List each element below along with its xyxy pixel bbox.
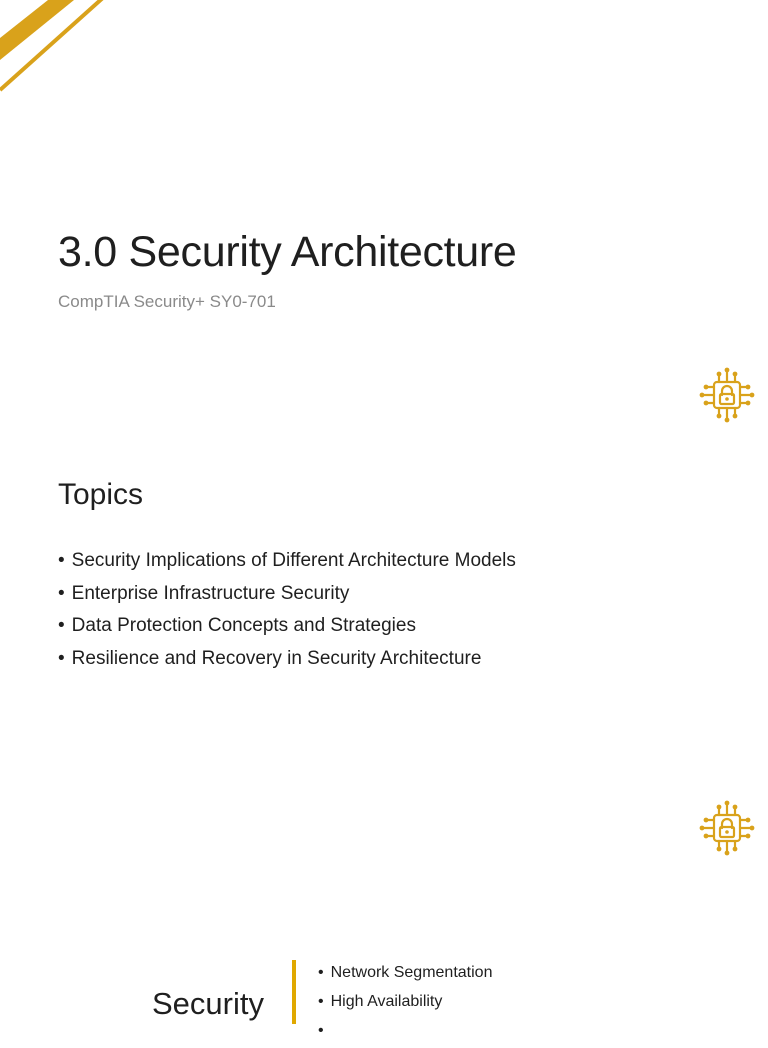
topic-item: • Security Implications of Different Architecture Models xyxy=(58,547,516,580)
topic-item: • Resilience and Recovery in Security Architecture xyxy=(58,645,516,678)
topic-list xyxy=(58,547,516,677)
circuit-lock-icon xyxy=(697,798,757,858)
security-topic-item xyxy=(318,1019,492,1048)
section-heading: Security xyxy=(152,986,264,1021)
topic-item: • Enterprise Infrastructure Security xyxy=(58,580,516,613)
accent-divider xyxy=(292,960,296,1024)
topics-heading: Topics xyxy=(58,478,144,511)
security-topic-list xyxy=(318,961,492,1048)
slide-subtitle: CompTIA Security+ SY0-701 xyxy=(58,292,276,311)
slide-title: 3.0 Security Architecture xyxy=(58,228,517,276)
corner-stripes-decoration xyxy=(0,0,110,100)
topic-item: • Data Protection Concepts and Strategies xyxy=(58,612,516,645)
security-topic-item: • Network Segmentation xyxy=(318,961,492,990)
security-topic-item: • High Availability xyxy=(318,990,492,1019)
circuit-lock-icon xyxy=(697,365,757,425)
